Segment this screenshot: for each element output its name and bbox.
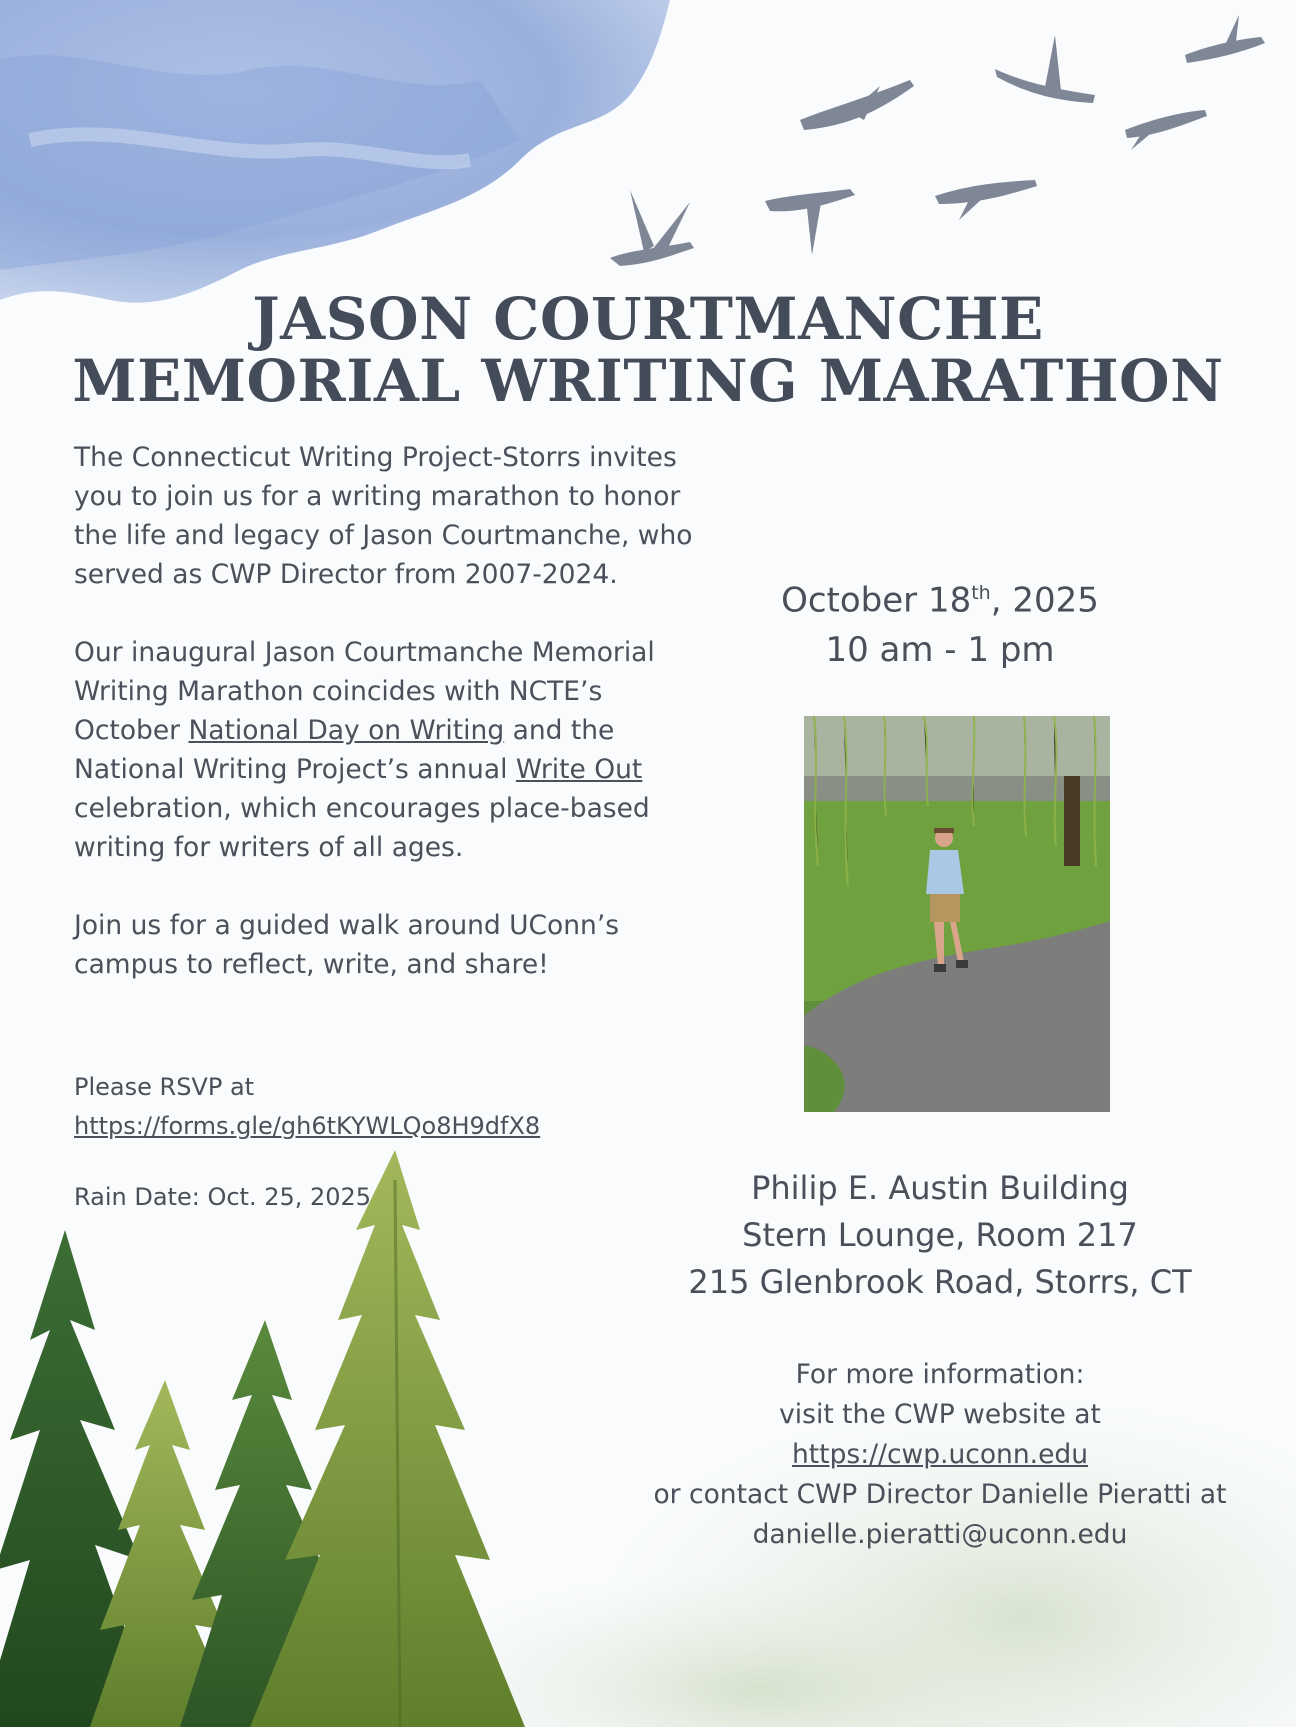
info-line-1: For more information: bbox=[795, 1359, 1085, 1390]
cwp-website-link[interactable]: https://cwp.uconn.edu bbox=[792, 1439, 1088, 1470]
event-date bbox=[640, 568, 1240, 625]
rain-date: Rain Date: Oct. 25, 2025 bbox=[74, 1183, 372, 1211]
title-line-2: MEMORIAL WRITING MARATHON bbox=[72, 347, 1224, 415]
p2-text-a: Our inaugural Jason Courtmanche Memorial Writing Marathon coincides with NCTE’s October bbox=[74, 637, 655, 746]
info-line-2: visit the CWP website at bbox=[779, 1399, 1101, 1430]
intro-paragraph-3: Join us for a guided walk around UConn’s campus to reflect, write, and share! bbox=[74, 910, 620, 980]
intro-text bbox=[74, 438, 714, 984]
date-year: , 2025 bbox=[990, 580, 1099, 621]
rsvp-section bbox=[74, 1068, 714, 1146]
rsvp-label: Please RSVP at bbox=[74, 1073, 255, 1101]
photo-illustration bbox=[804, 716, 1110, 1112]
more-info bbox=[610, 1355, 1270, 1555]
title-line-1: JASON COURTMANCHE bbox=[252, 285, 1044, 353]
date-main: October 18 bbox=[781, 580, 972, 621]
date-suffix: th bbox=[971, 582, 991, 604]
p2-text-c: celebration, which encourages place-based writing for writers of all ages. bbox=[74, 793, 650, 863]
flying-geese bbox=[610, 15, 1265, 266]
location-room: Stern Lounge, Room 217 bbox=[742, 1216, 1138, 1254]
write-out-link[interactable]: Write Out bbox=[515, 754, 643, 785]
event-title bbox=[0, 285, 1296, 415]
sky-watercolor bbox=[0, 0, 670, 303]
location-address: 215 Glenbrook Road, Storrs, CT bbox=[688, 1263, 1192, 1301]
intro-paragraph-1: The Connecticut Writing Project-Storrs invites you to join us for a writing marathon to honor the life and legacy of Jason Courtmanche, who served as CWP Director from 2007-2024. bbox=[74, 442, 693, 590]
event-location bbox=[640, 1165, 1240, 1306]
contact-email[interactable]: danielle.pieratti@uconn.edu bbox=[752, 1519, 1128, 1550]
event-time: 10 am - 1 pm bbox=[825, 630, 1055, 671]
info-line-3: or contact CWP Director Danielle Pieratti at bbox=[653, 1479, 1227, 1510]
memorial-photo bbox=[804, 716, 1110, 1112]
p2-text-b: and the National Writing Project’s annual bbox=[74, 715, 615, 785]
national-day-on-writing-link[interactable]: National Day on Writing bbox=[188, 715, 505, 746]
event-date-time bbox=[640, 568, 1240, 675]
rsvp-link[interactable]: https://forms.gle/gh6tKYWLQo8H9dfX8 bbox=[74, 1112, 541, 1140]
pine-trees bbox=[0, 1150, 525, 1727]
location-building: Philip E. Austin Building bbox=[751, 1169, 1129, 1207]
intro-paragraph-2 bbox=[74, 633, 714, 867]
